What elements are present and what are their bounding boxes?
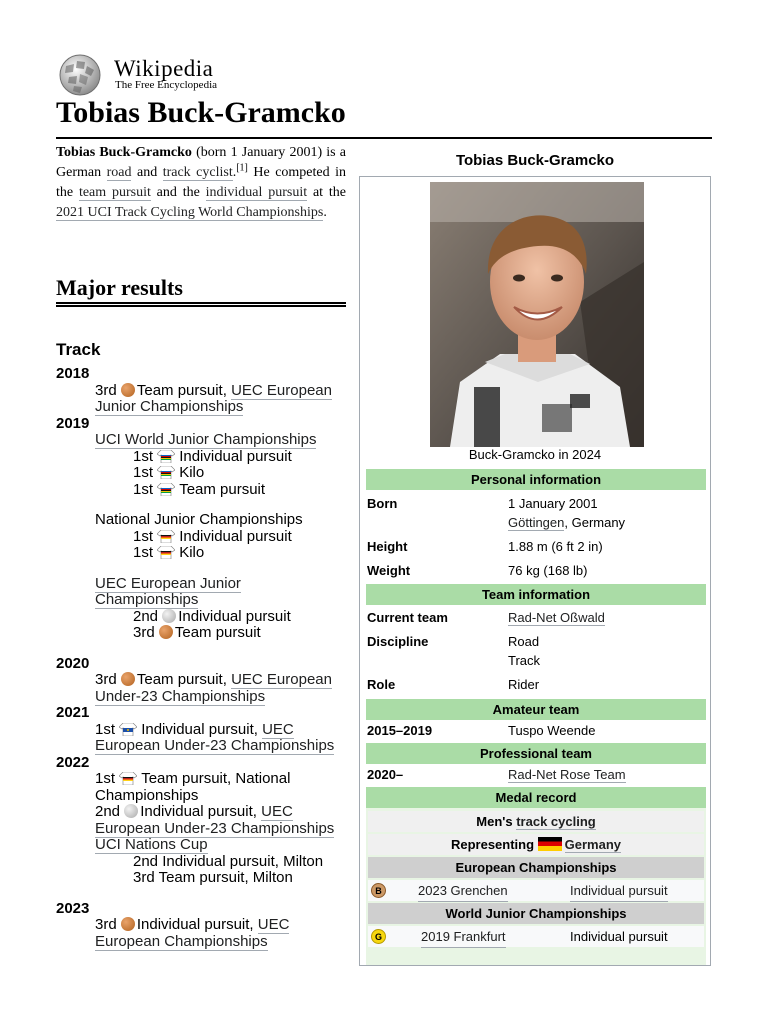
tagline: The Free Encyclopedia [115, 79, 218, 91]
result-position: 1st [133, 527, 154, 545]
link-2021-championships[interactable]: 2021 UCI Track Cycling World Championships [56, 205, 324, 220]
lead-text: . [323, 205, 327, 220]
result-item [56, 545, 346, 562]
result-event: Team pursuit [174, 624, 261, 641]
result-group [56, 576, 346, 609]
infobox [359, 176, 711, 966]
bronze-medal-icon [121, 672, 135, 686]
result-position: 1st [133, 447, 154, 465]
wordmark[interactable]: Wikipedia [114, 56, 214, 81]
result-event: Kilo [179, 544, 205, 561]
medal-entry [368, 880, 704, 901]
value-discipline-road: Road [508, 634, 540, 649]
bronze-medal-icon [121, 917, 135, 931]
result-item [56, 449, 346, 466]
bronze-medal-icon [159, 625, 173, 639]
medal-sport-row [368, 811, 704, 832]
result-item [56, 383, 346, 416]
lead-text: and [131, 165, 163, 180]
german-champion-jersey-icon [157, 546, 175, 559]
result-event: Team pursuit, [136, 381, 232, 399]
link-track-cycling[interactable]: track cycling [516, 814, 596, 829]
lead-text: He competed in the [56, 165, 347, 200]
link-track-cyclist[interactable]: track cyclist [162, 165, 233, 180]
portrait-photo[interactable] [430, 182, 644, 447]
label-born: Born [367, 496, 398, 511]
medal-record-heading[interactable]: Medal record [366, 787, 706, 808]
value-amateur-team: Tuspo Weende [508, 723, 596, 738]
result-position: 2nd [133, 607, 159, 625]
medal-discipline: Individual pursuit [570, 929, 668, 944]
link-uec-european-u23-championships[interactable]: UEC European Under-23 Championships [95, 671, 332, 705]
result-event: Individual pursuit [179, 527, 292, 545]
silver-medal-icon [124, 804, 138, 818]
result-position: 1st [95, 720, 116, 738]
result-group [56, 432, 346, 449]
result-group: National Junior Championships [95, 511, 303, 528]
value-born-date: 1 January 2001 [508, 496, 598, 511]
label-pro-years: 2020– [367, 767, 404, 782]
result-position: 2nd [95, 803, 121, 820]
rainbow-jersey-icon [157, 450, 175, 463]
value-height: 1.88 m (6 ft 2 in) [508, 539, 603, 554]
gold-medal-icon: G [371, 929, 386, 944]
link-uci-world-junior-championships[interactable]: UCI World Junior Championships [95, 431, 317, 448]
section-heading-major-results: Major results [56, 275, 183, 300]
link-rad-net-rose-team[interactable]: Rad-Net Rose Team [508, 767, 626, 782]
result-group [56, 837, 346, 854]
german-champion-jersey-icon [157, 530, 175, 543]
link-road[interactable]: road [106, 165, 132, 180]
label-height: Height [367, 539, 408, 554]
lead-text: (born 1 January 2001) is a German [56, 145, 347, 180]
result-position: 1st [133, 480, 154, 498]
result-event: Individual pursuit, [140, 803, 262, 820]
value-born-place [508, 513, 625, 532]
medal-event-heading-european: European Championships [368, 857, 704, 878]
result-position: 1st [95, 770, 116, 787]
result-position: 3rd [95, 381, 117, 399]
result-item [56, 625, 346, 642]
year-2022: 2022 [56, 753, 90, 771]
result-event: Team pursuit [179, 480, 266, 498]
medal-event-heading-wjc: World Junior Championships [368, 903, 704, 924]
link-team-pursuit[interactable]: team pursuit [78, 185, 151, 200]
medal-record [366, 787, 706, 965]
result-item [56, 722, 346, 755]
section-band-professional: Professional team [366, 743, 706, 764]
rainbow-jersey-icon [157, 483, 175, 496]
result-item: 2nd Individual pursuit, Milton [133, 852, 324, 870]
result-item [56, 672, 346, 705]
link-uec-european-u23-championships[interactable]: UEC European Under-23 Championships [95, 720, 335, 754]
lead-paragraph [56, 143, 346, 223]
result-item: 3rd Team pursuit, Milton [133, 869, 293, 886]
page-title: Tobias Buck-Gramcko [56, 96, 346, 129]
result-position: 1st [133, 544, 154, 561]
result-item [56, 482, 346, 499]
year-2019: 2019 [56, 414, 90, 432]
year-2021: 2021 [56, 704, 90, 721]
result-item [56, 771, 346, 804]
lead-text: and the [150, 185, 206, 200]
bronze-medal-icon: B [371, 883, 386, 898]
result-item [56, 917, 346, 950]
german-champion-jersey-icon [119, 772, 137, 785]
link-germany[interactable]: Germany [564, 837, 622, 852]
result-position: 1st [133, 464, 154, 481]
rainbow-jersey-icon [157, 466, 175, 479]
result-item [56, 804, 346, 837]
representing-prefix: Representing [450, 837, 538, 852]
result-position: 3rd [133, 624, 155, 641]
label-current-team: Current team [367, 610, 448, 625]
link-uec-european-championships[interactable]: UEC European Championships [95, 916, 290, 950]
link-individual-pursuit[interactable]: individual pursuit [205, 185, 308, 200]
label-weight: Weight [367, 563, 411, 578]
wikipedia-globe-icon[interactable] [56, 54, 104, 96]
result-event: Individual pursuit, [141, 720, 263, 738]
link-uec-european-junior-championships[interactable]: UEC European Junior Championships [95, 381, 332, 415]
european-champion-jersey-icon [119, 723, 137, 736]
subject-name: Tobias Buck-Gramcko [56, 145, 192, 160]
value-current-team [508, 608, 605, 627]
result-event: Individual pursuit, [136, 916, 258, 933]
section-divider [56, 302, 346, 307]
title-divider [56, 137, 712, 139]
label-amateur-years: 2015–2019 [367, 723, 433, 738]
year-2020: 2020 [56, 654, 90, 672]
link-gottingen[interactable]: Göttingen [508, 515, 565, 530]
section-band-personal: Personal information [366, 469, 706, 490]
result-event: Individual pursuit [179, 447, 292, 465]
result-item [56, 529, 346, 546]
subsection-heading-track: Track [56, 340, 101, 359]
medal-country-row [368, 834, 704, 855]
year-2023: 2023 [56, 899, 90, 917]
link-2023-grenchen[interactable]: 2023 Grenchen [418, 880, 508, 902]
value-weight: 76 kg (168 lb) [508, 563, 588, 578]
result-item [56, 465, 346, 482]
section-band-team: Team information [366, 584, 706, 605]
silver-medal-icon [162, 609, 176, 623]
value-role: Rider [508, 677, 540, 692]
bronze-medal-icon [121, 383, 135, 397]
lead-text: . [232, 165, 237, 180]
link-uec-european-u23-championships[interactable]: UEC European Under-23 Championships [95, 803, 335, 837]
germany-flag-icon [538, 837, 562, 851]
value-discipline-track: Track [508, 653, 541, 668]
reference-1[interactable]: [1] [236, 162, 248, 174]
result-event: Team pursuit, [136, 671, 232, 688]
result-position: 3rd [95, 916, 117, 933]
year-2018: 2018 [56, 365, 90, 382]
label-role: Role [367, 677, 396, 692]
link-2019-frankfurt[interactable]: 2019 Frankfurt [421, 926, 506, 948]
results-list [56, 366, 346, 950]
result-event: Individual pursuit [178, 607, 291, 625]
medal-entry [368, 926, 704, 947]
link-individual-pursuit[interactable]: Individual pursuit [570, 880, 668, 902]
photo-caption: Buck-Gramcko in 2024 [468, 447, 602, 462]
result-position: 3rd [95, 671, 117, 688]
label-discipline: Discipline [367, 634, 429, 649]
section-band-amateur: Amateur team [366, 699, 706, 720]
link-rad-net-osswald[interactable]: Rad-Net Oßwald [508, 610, 605, 625]
result-item [56, 609, 346, 626]
link-uci-nations-cup[interactable]: UCI Nations Cup [95, 836, 208, 853]
infobox-title: Tobias Buck-Gramcko [455, 152, 615, 169]
born-country: , Germany [564, 515, 626, 530]
link-uec-european-junior-championships[interactable]: UEC European Junior Championships [95, 574, 241, 608]
value-pro-team [508, 765, 626, 784]
result-event: Kilo [179, 464, 205, 481]
result-event: Team pursuit, National Championships [95, 770, 291, 804]
lead-text: at the [307, 185, 346, 200]
mens-prefix: Men's [476, 814, 517, 829]
